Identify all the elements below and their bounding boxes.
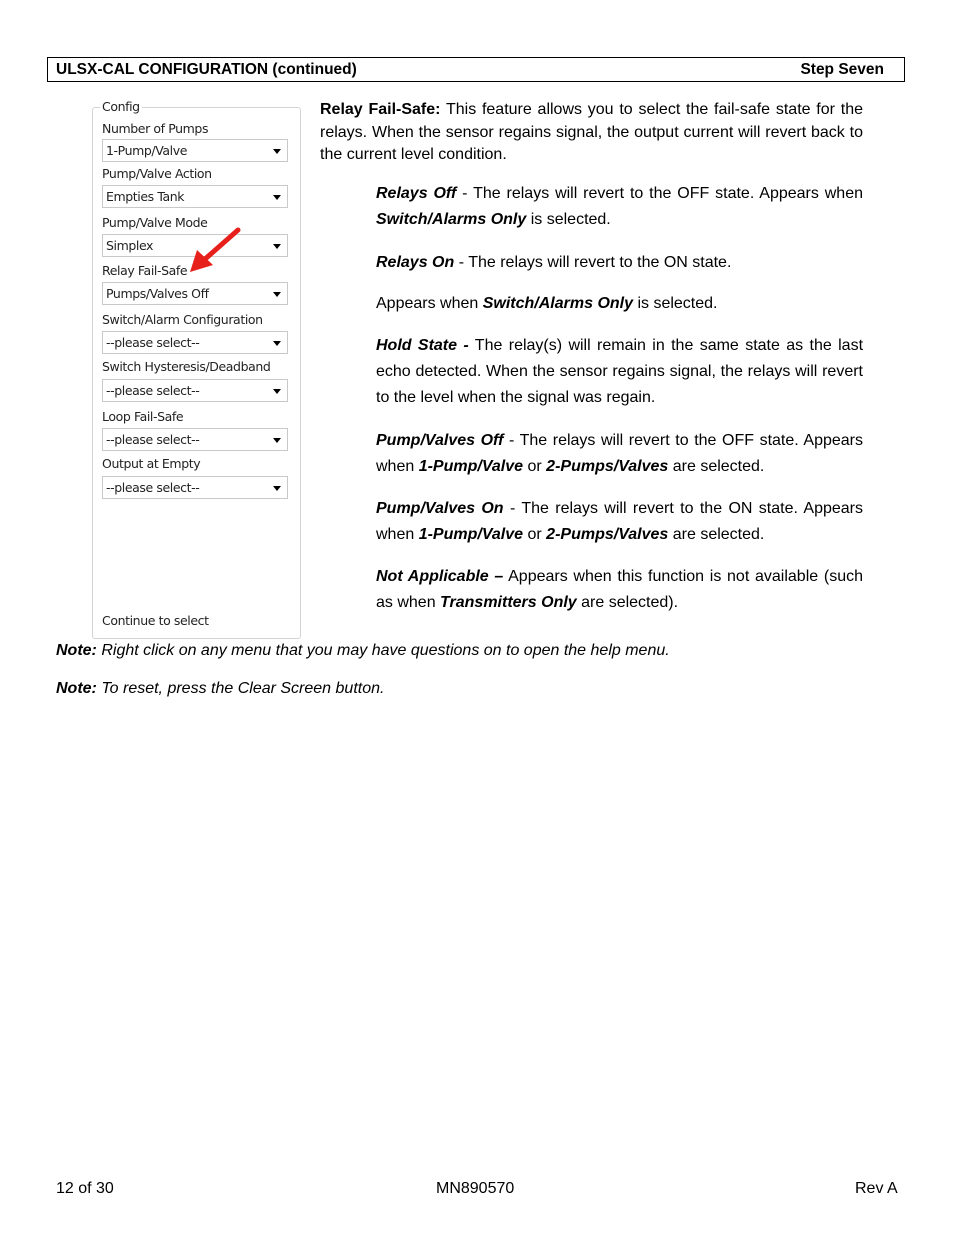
switch-alarm-config-select[interactable]: --please select--	[102, 331, 288, 354]
pump-valve-action-label: Pump/Valve Action	[102, 166, 212, 181]
section-header	[47, 57, 905, 82]
relays-off-paragraph: Relays Off - The relays will revert to the OFF state. Appears when Switch/Alarms Only is selected.	[376, 185, 863, 228]
loop-fail-safe-label: Loop Fail-Safe	[102, 409, 184, 424]
pump-valves-off-paragraph: Pump/Valves Off - The relays will revert to the OFF state. Appears when 1-Pump/Valve or 2-Pumps/Valves are selected.	[376, 432, 864, 475]
pump-valves-on-paragraph: Pump/Valves On - The relays will revert to the ON state. Appears when 1-Pump/Valve or 2-Pumps/Valves are selected.	[376, 500, 864, 543]
number-of-pumps-label: Number of Pumps	[102, 121, 209, 136]
red-arrow-icon	[188, 226, 242, 276]
chevron-down-icon	[273, 244, 281, 249]
continue-hint: Continue to select	[102, 613, 209, 628]
switch-alarm-config-label: Switch/Alarm Configuration	[102, 312, 263, 327]
relay-fail-safe-select[interactable]: Pumps/Valves Off	[102, 282, 288, 305]
chevron-down-icon	[273, 486, 281, 491]
page-number: 12 of 30	[56, 1180, 114, 1197]
pump-valve-action-select[interactable]: Empties Tank	[102, 185, 288, 208]
loop-fail-safe-select[interactable]: --please select--	[102, 428, 288, 451]
intro-paragraph: Relay Fail-Safe: This feature allows you to select the fail-safe state for the relays. When the sensor regains signal, the output current will revert back to the current level condition.	[320, 101, 863, 163]
pump-valve-mode-select[interactable]: Simplex	[102, 234, 288, 257]
revision: Rev A	[855, 1180, 898, 1197]
switch-hysteresis-select[interactable]: --please select--	[102, 379, 288, 402]
chevron-down-icon	[273, 341, 281, 346]
config-panel	[92, 99, 301, 639]
chevron-down-icon	[273, 149, 281, 154]
hold-state-paragraph: Hold State - The relay(s) will remain in the same state as the last echo detected. When the sensor regains signal, the relays will revert to the level when the signal was regain.	[376, 337, 864, 406]
document-number: MN890570	[436, 1180, 515, 1197]
chevron-down-icon	[273, 389, 281, 394]
number-of-pumps-select[interactable]: 1-Pump/Valve	[102, 139, 288, 162]
note-help-menu: Note: Right click on any menu that you may have questions on to open the help menu.	[56, 642, 670, 659]
output-at-empty-label: Output at Empty	[102, 456, 201, 471]
chevron-down-icon	[273, 292, 281, 297]
step-label: Step Seven	[800, 61, 884, 78]
relays-on-appears-paragraph: Appears when Switch/Alarms Only is selected.	[376, 295, 718, 312]
switch-hysteresis-label: Switch Hysteresis/Deadband	[102, 359, 271, 374]
not-applicable-paragraph: Not Applicable – Appears when this function is not available (such as when Transmitters Only are selected).	[376, 568, 863, 611]
note-clear-screen: Note: To reset, press the Clear Screen button.	[56, 680, 385, 697]
section-title: ULSX-CAL CONFIGURATION (continued)	[56, 61, 357, 78]
pump-valve-mode-label: Pump/Valve Mode	[102, 215, 208, 230]
output-at-empty-select[interactable]: --please select--	[102, 476, 288, 499]
config-legend: Config	[102, 99, 140, 114]
chevron-down-icon	[273, 438, 281, 443]
chevron-down-icon	[273, 195, 281, 200]
relays-on-paragraph: Relays On - The relays will revert to the ON state.	[376, 254, 732, 271]
relay-fail-safe-label: Relay Fail-Safe	[102, 263, 188, 278]
